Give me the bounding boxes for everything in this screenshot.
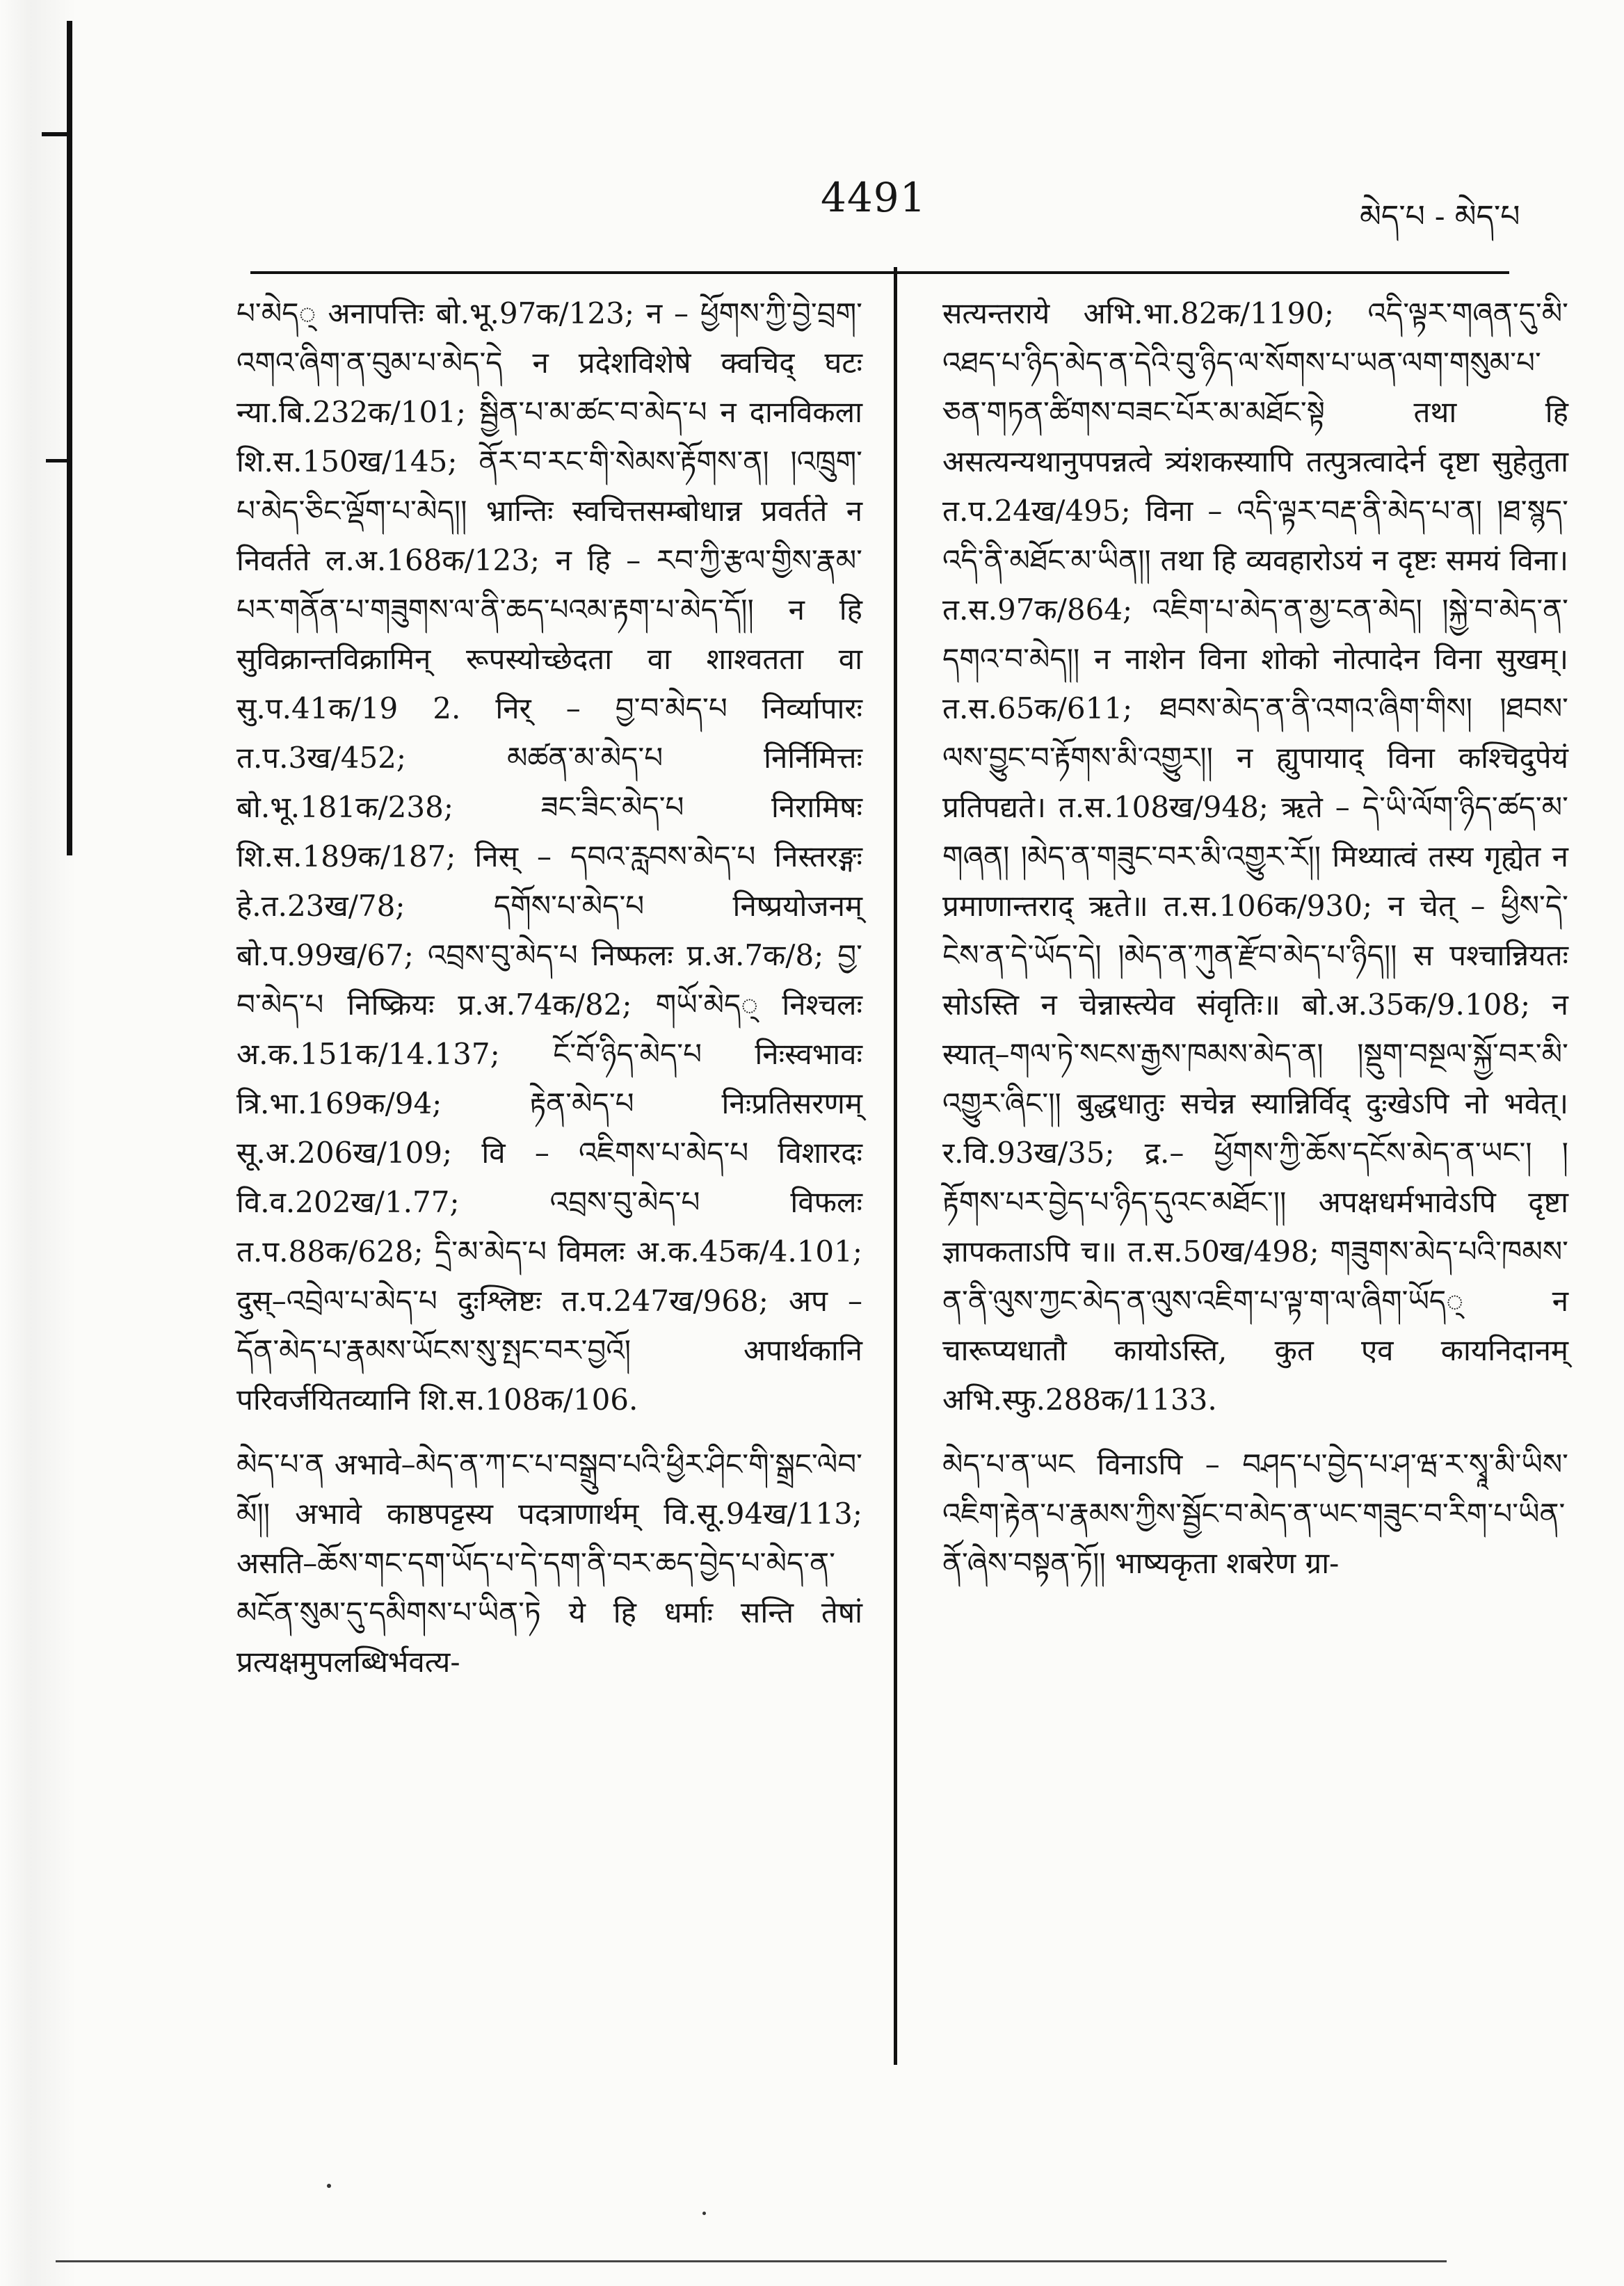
entry-paragraph: सत्यन्तराये अभि.भा.82क/1190; འདི་ལྟར་གཞན་དུ་མི་འཐད་པ་ཉིད་མེད་ན་དེའི་བུ་ཉིད་ལ་སོགས་པ་ཡན་ལག་གསུམ་པ་ཅན་གཏན་ཚིགས་བཟང་པོར་མ་མཐོང་སྟེ तथा हि असत्यन्यथानुपपन्नत्वे त्र्यंशकस्यापि तत्पुत्रत्वादेर्न दृष्टा सुहेतुता त.प.24ख/495; विना – འདི་ལྟར་བརྡ་ནི་མེད་པ་ན། །ཐ་སྙད་འདི་ནི་མཐོང་མ་ཡིན།། तथा हि व्यवहारोऽयं न दृष्टः समयं विना। त.स.97क/864; འཇིག་པ་མེད་ན་མྱ་ངན་མེད། །སྐྱེ་བ་མེད་ན་དགའ་བ་མེད།། न नाशेन विना शोको नोत्पादेन विना सुखम्। त.स.65क/611; ཐབས་མེད་ན་ནི་འགའ་ཞིག་གིས། །ཐབས་ལས་བྱུང་བ་རྟོགས་མི་འགྱུར།། न ह्युपायाद् विना कश्चिदुपेयं प्रतिपद्यते। त.स.108ख/948; ऋते – དེ་ཡི་ལོག་ཉིད་ཚད་མ་གཞན། །མེད་ན་གཟུང་བར་མི་འགྱུར་རོ།། मिथ्यात्वं तस्य गृह्येत न प्रमाणान्तराद् ऋते॥ त.स.106क/930; न चेत् – ཕྱིས་དེ་ངེས་ན་དེ་ཡོད་དེ། །མེད་ན་ཀུན་རྫོབ་མེད་པ་ཉིད།། स पश्चान्नियतः सोऽस्ति न चेन्नास्त्येव संवृतिः॥ बो.अ.35क/9.108; न स्यात्–གལ་ཏེ་སངས་རྒྱས་ཁམས་མེད་ན། །སྡུག་བསྔལ་སྐྱོ་བར་མི་འགྱུར་ཞིང་།། बुद्धधातुः सचेन्न स्यान्निर्विद् दुःखेऽपि नो भवेत्। र.वि.93ख/35; द्र.– ཕྱོགས་ཀྱི་ཆོས་དངོས་མེད་ན་ཡང་། །རྟོགས་པར་བྱེད་པ་ཉིད་དུའང་མཐོང་།། अपक्षधर्मभावेऽपि दृष्टा ज्ञापकताऽपि च॥ त.स.50ख/498; གཟུགས་མེད་པའི་ཁམས་ན་ནི་ལུས་ཀྱང་མེད་ན་ལུས་འཇིག་པ་ལྟ་ག་ལ་ཞིག་ཡོད् न चारूप्यधातौ कायोऽस्ति, कुत एव कायनिदानम् अभि.स्फु.288क/1133. (942, 296, 1568, 1417)
scan-speck (702, 2212, 706, 2215)
left-column (236, 289, 862, 1702)
entry-paragraph: པ་མེད् अनापत्तिः बो.भू.97क/123; न – ཕྱོགས་ཀྱི་བྱེ་བྲག་འགའ་ཞིག་ན་བུམ་པ་མེད་དེ न प्रदेशविशेषे क्वचिद् घटः न्या.बि.232क/101; སྦྱིན་པ་མ་ཚང་བ་མེད་པ न दानविकला शि.स.150ख/145; ནོར་བ་རང་གི་སེམས་རྟོགས་ན། །འཁྲུག་པ་མེད་ཅིང་ལྡོག་པ་མེད།། भ्रान्तिः स्वचित्तसम्बोधान्न प्रवर्तते न निवर्तते ल.अ.168क/123; न हि – རབ་ཀྱི་རྩལ་གྱིས་རྣམ་པར་གནོན་པ་གཟུགས་ལ་ནི་ཆད་པའམ་རྟག་པ་མེད་དོ།། न हि सुविक्रान्तविक्रामिन् रूपस्योच्छेदता वा शाश्वतता वा सु.प.41क/19 2. निर् – བྱ་བ་མེད་པ निर्व्यापारः त.प.3ख/452; མཚན་མ་མེད་པ निर्निमित्तः बो.भू.181क/238; ཟང་ཟིང་མེད་པ निरामिषः शि.स.189क/187; निस् – དབའ་རླབས་མེད་པ निस्तरङ्गः हे.त.23ख/78; དགོས་པ་མེད་པ निष्प्रयोजनम् बो.प.99ख/67; འབྲས་བུ་མེད་པ निष्फलः प्र.अ.7क/8; བྱ་བ་མེད་པ निष्क्रियः प्र.अ.74क/82; གཡོ་མེད् निश्चलः अ.क.151क/14.137; ངོ་བོ་ཉིད་མེད་པ निःस्वभावः त्रि.भा.169क/94; རྟེན་མེད་པ निःप्रतिसरणम् सू.अ.206ख/109; वि – འཇིགས་པ་མེད་པ विशारदः वि.व.202ख/1.77; འབྲས་བུ་མེད་པ विफलः त.प.88क/628; དྲི་མ་མེད་པ विमलः अ.क.45क/4.101; दुस्–འབྲེལ་པ་མེད་པ दुःश्लिष्टः त.प.247ख/968; अप – དོན་མེད་པ་རྣམས་ཡོངས་སུ་སྤང་བར་བྱའོ། अपार्थकानि परिवर्जयितव्यानि शि.स.108क/106. (236, 296, 862, 1417)
entry-paragraph: མེད་པ་ན་ཡང विनाऽपि – བཤད་པ་བྱེད་པ་ཤ་ཝ་ར་སྭཱ་མི་ཡིས་འཇིག་རྟེན་པ་རྣམས་ཀྱིས་སྦྱོང་བ་མེད་ན་ཡང་གཟུང་བ་རིག་པ་ཡིན་ནོ་ཞེས་བསྟན་ཏོ།། भाष्यकृता शबरेण ग्रा- (942, 1447, 1568, 1580)
margin-tick (46, 459, 72, 462)
right-column (942, 289, 1568, 1603)
scan-shadow-edge (0, 0, 77, 2286)
running-head: མེད་པ - མེད་པ (1360, 199, 1520, 234)
header-rule (250, 271, 1509, 274)
margin-binding-rule (67, 21, 72, 855)
page-number: 4491 (821, 174, 926, 221)
margin-tick (42, 132, 72, 136)
scan-speck (327, 2184, 331, 2188)
scan-bottom-edge (56, 2260, 1447, 2262)
entry-paragraph: མེད་པ་ན अभावे–མེད་ན་ཀ་ང་པ་བསྒྲུབ་པའི་ཕྱིར་ཤིང་གི་སྒྲང་ལེབ་མོ།། अभावे काष्ठपट्टस्य पदत्राणार्थम् वि.सू.94ख/113; असति–ཆོས་གང་དག་ཡོད་པ་དེ་དག་ནི་བར་ཆད་བྱེད་པ་མེད་ན་མངོན་སུམ་དུ་དམིགས་པ་ཡིན་ཏེ ये हि धर्माः सन्ति तेषां प्रत्यक्षमुपलब्धिर्भवत्य- (236, 1447, 862, 1679)
column-divider (894, 267, 897, 2065)
